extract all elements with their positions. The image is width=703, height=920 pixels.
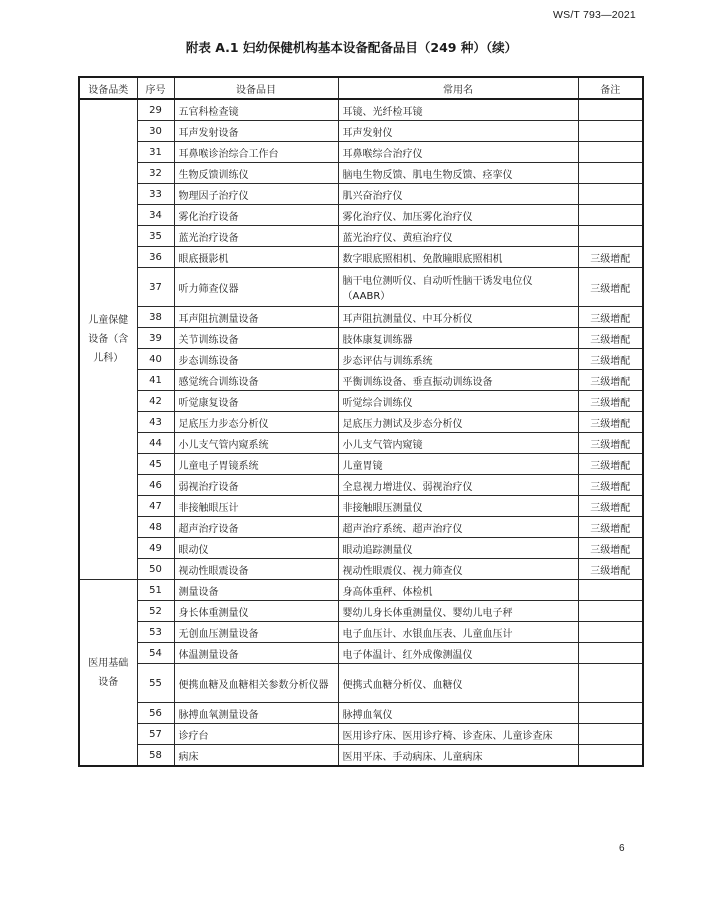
table-row [79, 454, 643, 475]
table-row [79, 142, 643, 163]
document-code: WS/T 793—2021 [553, 9, 636, 21]
remark-cell: 三级增配 [578, 307, 643, 328]
serial-number-cell: 47 [137, 496, 174, 517]
table-row [79, 664, 643, 703]
common-name-cell: 平衡训练设备、垂直振动训练设备 [338, 370, 578, 391]
item-name-cell: 超声治疗设备 [174, 517, 338, 538]
remark-cell: 三级增配 [578, 475, 643, 496]
remark-cell: 三级增配 [578, 268, 643, 307]
column-header: 常用名 [338, 77, 578, 99]
common-name-cell: 电子血压计、水银血压表、儿童血压计 [338, 622, 578, 643]
common-name-cell: 电子体温计、红外成像测温仪 [338, 643, 578, 664]
common-name-cell: 小儿支气管内窥镜 [338, 433, 578, 454]
remark-cell [578, 580, 643, 601]
table-row [79, 349, 643, 370]
remark-cell [578, 622, 643, 643]
item-name-cell: 身长体重测量仪 [174, 601, 338, 622]
serial-number-cell: 52 [137, 601, 174, 622]
serial-number-cell: 36 [137, 247, 174, 268]
common-name-cell: 足底压力测试及步态分析仪 [338, 412, 578, 433]
remark-cell: 三级增配 [578, 349, 643, 370]
item-name-cell: 耳声阻抗测量设备 [174, 307, 338, 328]
common-name-cell: 肌兴奋治疗仪 [338, 184, 578, 205]
remark-cell: 三级增配 [578, 454, 643, 475]
table-title: 附表 A.1 妇幼保健机构基本设备配备品目（249 种）（续） [185, 40, 518, 55]
remark-cell [578, 703, 643, 724]
serial-number-cell: 30 [137, 121, 174, 142]
remark-cell [578, 142, 643, 163]
table-row [79, 163, 643, 184]
table-header-row [79, 77, 643, 99]
serial-number-cell: 41 [137, 370, 174, 391]
remark-cell [578, 163, 643, 184]
remark-cell: 三级增配 [578, 370, 643, 391]
column-header: 备注 [578, 77, 643, 99]
common-name-cell: 视动性眼震仪、视力筛查仪 [338, 559, 578, 580]
table-row [79, 184, 643, 205]
table-row [79, 703, 643, 724]
remark-cell: 三级增配 [578, 517, 643, 538]
common-name-cell: 雾化治疗仪、加压雾化治疗仪 [338, 205, 578, 226]
serial-number-cell: 58 [137, 745, 174, 767]
table-row [79, 205, 643, 226]
common-name-cell: 医用平床、手动病床、儿童病床 [338, 745, 578, 767]
serial-number-cell: 46 [137, 475, 174, 496]
common-name-cell: 耳鼻喉综合治疗仪 [338, 142, 578, 163]
remark-cell: 三级增配 [578, 328, 643, 349]
item-name-cell: 耳声发射设备 [174, 121, 338, 142]
common-name-cell: 全息视力增进仪、弱视治疗仪 [338, 475, 578, 496]
table-row [79, 370, 643, 391]
remark-cell [578, 664, 643, 703]
table-row [79, 580, 643, 601]
common-name-cell: 脉搏血氧仪 [338, 703, 578, 724]
serial-number-cell: 43 [137, 412, 174, 433]
table-row [79, 328, 643, 349]
serial-number-cell: 49 [137, 538, 174, 559]
serial-number-cell: 57 [137, 724, 174, 745]
table-row [79, 391, 643, 412]
table-row [79, 745, 643, 767]
page-number: 6 [619, 843, 625, 854]
column-header: 序号 [137, 77, 174, 99]
item-name-cell: 听觉康复设备 [174, 391, 338, 412]
common-name-cell: 非接触眼压测量仪 [338, 496, 578, 517]
item-name-cell: 儿童电子胃镜系统 [174, 454, 338, 475]
serial-number-cell: 39 [137, 328, 174, 349]
item-name-cell: 小儿支气管内窥系统 [174, 433, 338, 454]
remark-cell: 三级增配 [578, 247, 643, 268]
item-name-cell: 足底压力步态分析仪 [174, 412, 338, 433]
serial-number-cell: 33 [137, 184, 174, 205]
serial-number-cell: 45 [137, 454, 174, 475]
item-name-cell: 步态训练设备 [174, 349, 338, 370]
item-name-cell: 眼底摄影机 [174, 247, 338, 268]
table-row [79, 99, 643, 121]
serial-number-cell: 40 [137, 349, 174, 370]
item-name-cell: 生物反馈训练仪 [174, 163, 338, 184]
remark-cell: 三级增配 [578, 391, 643, 412]
remark-cell: 三级增配 [578, 496, 643, 517]
item-name-cell: 病床 [174, 745, 338, 767]
common-name-cell: 儿童胃镜 [338, 454, 578, 475]
table-row [79, 643, 643, 664]
item-name-cell: 弱视治疗设备 [174, 475, 338, 496]
serial-number-cell: 32 [137, 163, 174, 184]
table-row [79, 412, 643, 433]
remark-cell: 三级增配 [578, 412, 643, 433]
table-row [79, 247, 643, 268]
table-row [79, 307, 643, 328]
serial-number-cell: 48 [137, 517, 174, 538]
table-row [79, 496, 643, 517]
common-name-cell: 身高体重秤、体检机 [338, 580, 578, 601]
item-name-cell: 眼动仪 [174, 538, 338, 559]
table-row [79, 601, 643, 622]
common-name-cell: 耳声阻抗测量仪、中耳分析仪 [338, 307, 578, 328]
item-name-cell: 耳鼻喉诊治综合工作台 [174, 142, 338, 163]
item-name-cell: 关节训练设备 [174, 328, 338, 349]
remark-cell [578, 601, 643, 622]
table-row [79, 268, 643, 307]
common-name-cell: 眼动追踪测量仪 [338, 538, 578, 559]
table-row [79, 559, 643, 580]
common-name-cell: 蓝光治疗仪、黄疸治疗仪 [338, 226, 578, 247]
remark-cell: 三级增配 [578, 538, 643, 559]
item-name-cell: 蓝光治疗设备 [174, 226, 338, 247]
column-header: 设备品目 [174, 77, 338, 99]
table-row [79, 517, 643, 538]
table-row [79, 226, 643, 247]
remark-cell [578, 184, 643, 205]
remark-cell [578, 745, 643, 767]
category-cell: 医用基础设备 [79, 580, 137, 767]
serial-number-cell: 35 [137, 226, 174, 247]
item-name-cell: 雾化治疗设备 [174, 205, 338, 226]
equipment-table [78, 76, 644, 767]
serial-number-cell: 50 [137, 559, 174, 580]
table-row [79, 475, 643, 496]
common-name-cell: 婴幼儿身长体重测量仪、婴幼儿电子秤 [338, 601, 578, 622]
common-name-cell: 数字眼底照相机、免散瞳眼底照相机 [338, 247, 578, 268]
serial-number-cell: 56 [137, 703, 174, 724]
remark-cell [578, 226, 643, 247]
serial-number-cell: 31 [137, 142, 174, 163]
table-row [79, 724, 643, 745]
table-row [79, 538, 643, 559]
item-name-cell: 非接触眼压计 [174, 496, 338, 517]
item-name-cell: 物理因子治疗仪 [174, 184, 338, 205]
common-name-cell: 便携式血糖分析仪、血糖仪 [338, 664, 578, 703]
remark-cell [578, 99, 643, 121]
serial-number-cell: 38 [137, 307, 174, 328]
serial-number-cell: 53 [137, 622, 174, 643]
item-name-cell: 五官科检查镜 [174, 99, 338, 121]
common-name-cell: 超声治疗系统、超声治疗仪 [338, 517, 578, 538]
table-row [79, 121, 643, 142]
item-name-cell: 听力筛查仪器 [174, 268, 338, 307]
serial-number-cell: 37 [137, 268, 174, 307]
item-name-cell: 脉搏血氧测量设备 [174, 703, 338, 724]
serial-number-cell: 44 [137, 433, 174, 454]
column-header: 设备品类 [79, 77, 137, 99]
category-cell: 儿童保健设备（含儿科） [79, 99, 137, 580]
item-name-cell: 感觉统合训练设备 [174, 370, 338, 391]
common-name-cell: 听觉综合训练仪 [338, 391, 578, 412]
item-name-cell: 无创血压测量设备 [174, 622, 338, 643]
remark-cell [578, 121, 643, 142]
remark-cell [578, 724, 643, 745]
remark-cell [578, 643, 643, 664]
serial-number-cell: 34 [137, 205, 174, 226]
item-name-cell: 体温测量设备 [174, 643, 338, 664]
common-name-cell: 耳声发射仪 [338, 121, 578, 142]
item-name-cell: 诊疗台 [174, 724, 338, 745]
remark-cell: 三级增配 [578, 559, 643, 580]
remark-cell [578, 205, 643, 226]
table-row [79, 433, 643, 454]
item-name-cell: 视动性眼震设备 [174, 559, 338, 580]
common-name-cell: 脑电生物反馈、肌电生物反馈、痉挛仪 [338, 163, 578, 184]
serial-number-cell: 29 [137, 99, 174, 121]
serial-number-cell: 55 [137, 664, 174, 703]
serial-number-cell: 54 [137, 643, 174, 664]
common-name-cell: 医用诊疗床、医用诊疗椅、诊查床、儿童诊查床 [338, 724, 578, 745]
common-name-cell: 肢体康复训练器 [338, 328, 578, 349]
serial-number-cell: 42 [137, 391, 174, 412]
common-name-cell: 耳镜、光纤检耳镜 [338, 99, 578, 121]
remark-cell: 三级增配 [578, 433, 643, 454]
item-name-cell: 测量设备 [174, 580, 338, 601]
serial-number-cell: 51 [137, 580, 174, 601]
common-name-cell: 步态评估与训练系统 [338, 349, 578, 370]
common-name-cell: 脑干电位测听仪、自动听性脑干诱发电位仪（AABR） [338, 268, 578, 307]
table-row [79, 622, 643, 643]
item-name-cell: 便携血糖及血糖相关参数分析仪器 [174, 664, 338, 703]
